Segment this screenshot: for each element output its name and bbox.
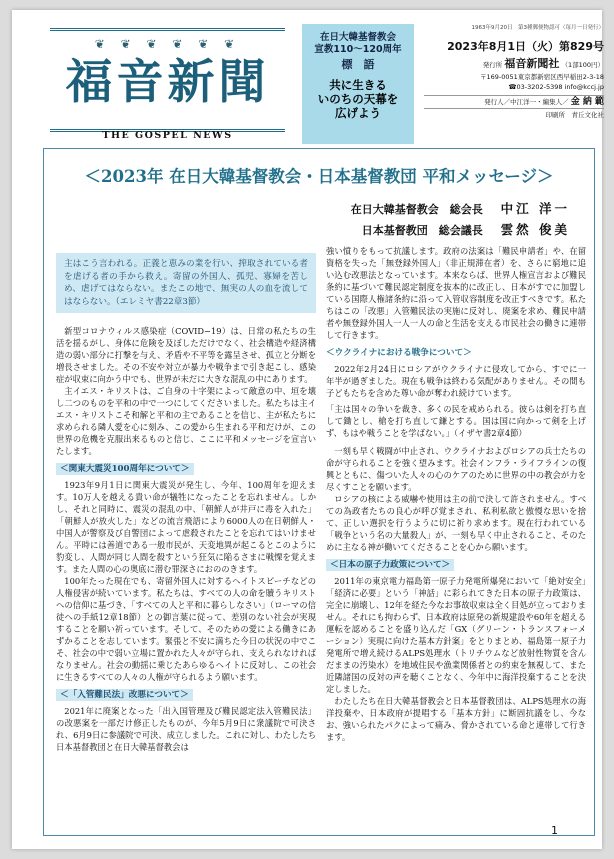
publisher — [424, 57, 604, 72]
section-heading-ukraine: ＜ウクライナにおける戦争について＞ — [326, 348, 472, 358]
intro-paragraph: 主イエス・キリストは、ご自身の十字架によって敵意の中、垣を壊し二つのものを平和の中で一つにしてくださいました。私たちは主イエス・キリストこそ和解と平和の主であることを信じ、主が私たちに求められる隣人愛を心に刻み、この愛から生まれる平和だけが、この世界の危機を克服出来るものと信じ、ここに平和メッセージを宣言いたします。 — [56, 386, 316, 456]
left-column — [56, 253, 316, 753]
intro-paragraph: 新型コロナウィルス感染症（COVID−19）は、日常の私たちの生活を揺るがし、身体に危険を及ぼしただけでなく、社会構造や経済構造の弱い部分に打撃を与え、矛盾や不平等を露呈させ、孤立と分断を増長させました。その不安や対立が暴力や戦争まで引き起こし、感染症が収束に向かう中でも、世界が未だに大きな混乱の中にあります。 — [56, 326, 316, 384]
issue-date: 2023年8月1日（火）第829号 — [447, 40, 604, 53]
publisher-label: 発行所 — [482, 61, 503, 69]
signature-1-name: 中江 洋一 — [500, 201, 570, 216]
address: 〒169-0051東京都新宿区西早稲田2-3-18 — [479, 73, 604, 81]
article-headline: ＜2023年 在日大韓基督教会・日本基督教団 平和メッセージ＞ — [84, 167, 554, 186]
ukraine-paragraph: 2022年2月24日にロシアがウクライナに侵攻してから、すでに一年半が過ぎました。現在も戦争は終わる気配がありません。その間も子どもたちを含めた尊い命が奪われ続けています。 — [326, 364, 586, 398]
scripture-verse: 主はこう言われる。正義と恵みの業を行い、搾取されている者を虐げる者の手から救え。寄留の外国人、孤児、寡婦を苦しめ、虐げてはならない。またこの地で、無実の人の血を流してはならない。（エレミヤ書22章3節） — [56, 253, 316, 313]
nuclear-paragraph: わたしたち在日大韓基督教会と日本基督教団は、ALPS処理水の海洋投棄や、日本政府が提唱する「基本方針」に断固抗議をし、今なお、強いられたパクによって痛み、脅かされている命と連帯して行きます。 — [326, 696, 586, 742]
signature-2-org: 日本基督教団 総会議長 — [361, 224, 483, 237]
earthquake-paragraph: 1923年9月1日に関東大震災が発生し、今年、100周年を迎えます。10万人を越える貴い命が犠牲になったことを忘れません。しかし、それと同時に、震災の混乱の中、「朝鮮人が井戸に毒を入れた」「朝鮮人が放火した」などの流言飛語により6000人の在日朝鮮人・中国人が警察及び自警団によって虐殺されたことを忘れてはいけません。平時には善道である一般市民が、天変地異が起こるとこのように豹変し、人間が同じ人間を殺すという狂気に陥るさまに戦慄を覚えます。また人間の心の奥底に潜む罪深さにおののきます。 — [56, 480, 316, 574]
newspaper-title: 福音新聞 — [65, 55, 270, 110]
masthead — [48, 24, 604, 144]
newspaper-page — [12, 10, 602, 849]
banner-slogan-1: 共に生きる — [329, 78, 387, 92]
grape-vine-ornament: ❦ ❦ ❦ ❦ ❦ ❦ — [94, 37, 241, 51]
editor-line — [424, 95, 604, 109]
registration-note: 1963年9月20日 第3種郵便物認可（毎月一日発行） — [471, 25, 604, 31]
immigration-paragraph: 2021年に廃案となった「出入国管理及び難民認定法入管難民法」の改悪案を一部だけ修正したものが、今年5月9日に衆議院で可決され、6月9日に参議院で可決、成立しました。これに対し、わたしたち日本基督教団と在日大韓基督教会は — [56, 706, 316, 752]
contact: ☎03-3202-5398 info@kccj.jp — [508, 83, 604, 91]
banner-slogan-label: 標 語 — [341, 58, 375, 71]
ukraine-paragraph: 一刻も早く戦闘が中止され、ウクライナおよびロシアの兵士たちの命が守られることを強く望みます。社会インフラ・ライフラインの復興とともに、傷ついた人々の心のケアのために世界の中の教会が力を尽くすことを願います。 — [326, 446, 586, 492]
printer: 印刷所 青丘文化社 — [545, 111, 604, 119]
banner-church: 在日大韓基督教会 — [319, 32, 396, 43]
publication-info — [424, 24, 604, 121]
signature-2-name: 雲然 俊美 — [500, 222, 570, 237]
signature-1-org: 在日大韓基督教会 総会長 — [350, 203, 483, 216]
editor-label: 発行人／中江洋一・編集人／ — [484, 98, 569, 106]
section-heading-immigration: ＜「入管難民法」改悪について＞ — [56, 689, 193, 701]
editor-name: 金 納 範 — [570, 97, 604, 107]
section-heading-nuclear: ＜日本の原子力政策について＞ — [326, 559, 454, 571]
signature-2 — [362, 220, 570, 238]
section-heading-earthquake: ＜関東大震災100周年について＞ — [56, 463, 194, 475]
newspaper-subtitle: THE GOSPEL NEWS — [102, 130, 233, 141]
page-number: 1 — [551, 824, 558, 837]
nuclear-paragraph: 2011年の東京電力福島第一原子力発電所爆発において「絶対安全」「経済に必要」という「神話」に彩られてきた日本の原子力政策は、完全に崩壊し、12年を経た今なお事故収束は全く目処が立っておりません。それにも拘わらず、日本政府は原発の新規建設や60年を超える運転を認めることを盛り込んだ「GX（グリーン・トランスフォーメーション）実現に向けた基本方針案」をとりまとめ、福島第一原子力発電所で増え続けるALPS処理水（トリチウムなど放射性物質を含んだままの汚染水）を地域住民や漁業関係者との約束を無視して、また近隣諸国の反対の声を聴くことなく、今年中に海洋投棄することを決定しました。 — [326, 576, 586, 694]
immigration-continued: 強い憤りをもって抗議します。政府の法案は「難民申請者」や、在留資格を失った「無登録外国人」（非正規滞在者）を、さらに窮地に追い込む改悪法となっています。本来ならば、世界人権宣言および難民条約に基づいて難民認定制度を抜本的に改正し、日本がすでに加盟している国際人権諸条約に沿って入管収容制度を改正すべきです。私たちはこの「改悪」入管難民法の実施に反対し、廃案を求め、難民申請者や無登録外国人一人一人の命と生活を支える市民社会の働きに連帯して行きます。 — [326, 246, 586, 340]
article-frame — [43, 148, 595, 836]
isaiah-quote: 「主は国々の争いを裁き、多くの民を戒められる。彼らは剣を打ち直して鋤とし、槍を打ち直して鎌とする。国は国に向かって剣を上げず、もはや戦うことを学ばない。」（イザヤ書2章4節） — [326, 404, 586, 438]
banner-anniversary: 宣教110～120周年 — [314, 44, 402, 55]
logo — [50, 28, 285, 132]
publisher-name: 福音新聞社 — [504, 57, 560, 70]
earthquake-paragraph: 100年たった現在でも、寄留外国人に対するヘイトスピーチなどの人権侵害が続いています。私たちは、すべての人の命を贖うキリストへの信仰に基づき、「すべての人と平和に暮らしなさい」（ローマの信徒への手紙12章18節）との御言葉に従って、差別のない社会が実現することを願い祈っています。そして、そのための愛による働きにあずかることを志しています。緊張と不安に満ちた今日の状況の中でこそ、社会の中で弱い立場に置かれた人々が守られ、支えられなければなりません。社会の動揺に乗じたあらゆるヘイトに反対し、この社会に生きるすべての人々の人権が守られるよう願います。 — [56, 576, 316, 682]
ukraine-paragraph: ロシアの核による威嚇や使用は主の前で決して許されません。すべての為政者たちの良心が呼び覚まされ、私利私欲と傲慢な思いを捨て、正しい選択を行うように切に祈り求めます。現在行われている「戦争という名の大量殺人」が、一刻も早く中止されること、そのために主なる神が働いてくださることを心から願います。 — [326, 494, 586, 552]
slogan-banner — [302, 24, 414, 144]
banner-slogan-3: 広げよう — [335, 106, 381, 120]
price: （1部100円） — [561, 61, 604, 69]
signature-1 — [351, 199, 570, 217]
right-column — [326, 245, 586, 743]
banner-slogan-2: いのちの天幕を — [317, 92, 399, 106]
